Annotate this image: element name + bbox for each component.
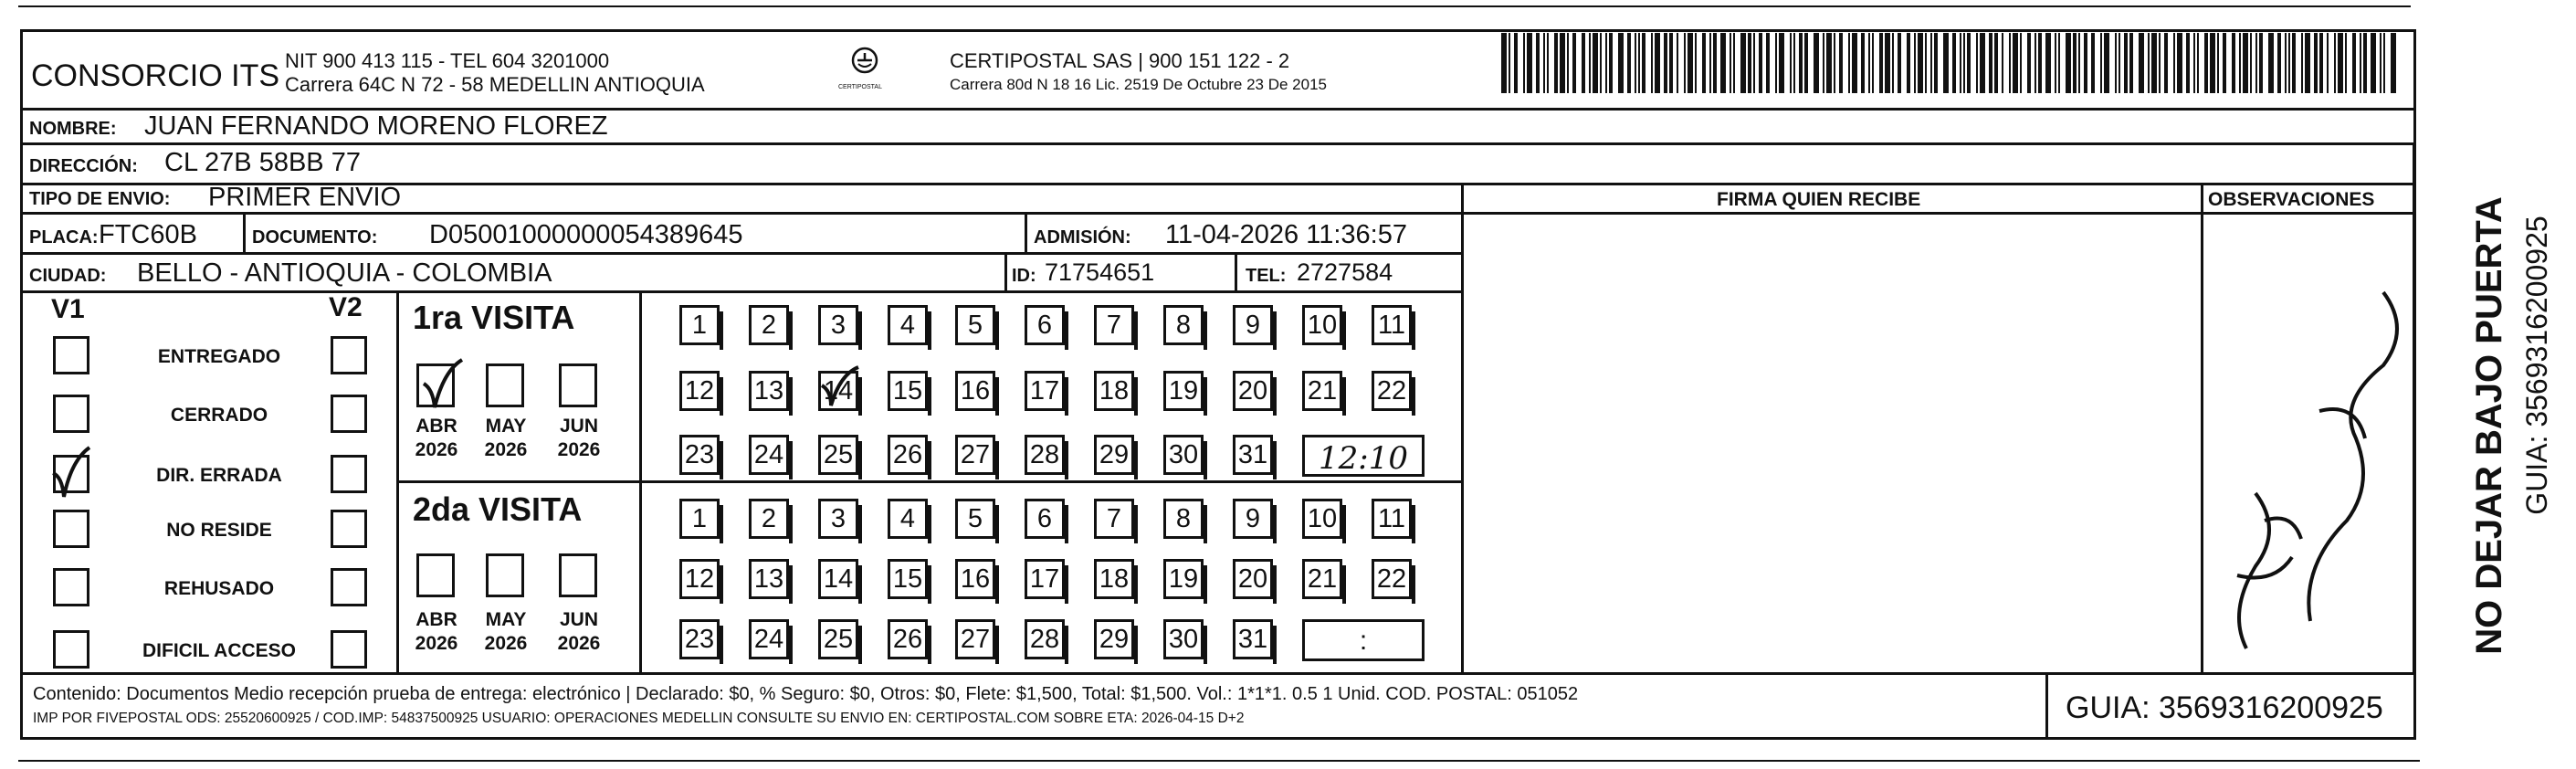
barcode-bar (1826, 33, 1832, 93)
barcode-bar (2383, 33, 2385, 93)
day-checkbox[interactable]: 19 (1163, 559, 1204, 599)
barcode-bar (2058, 33, 2060, 93)
barcode-bar (1934, 33, 1938, 93)
v2-checkbox[interactable] (331, 510, 367, 548)
barcode-bar (1695, 33, 1697, 93)
month-label: MAY (485, 416, 527, 437)
day-checkbox[interactable]: 14 (818, 559, 858, 599)
v2-label: V2 (329, 292, 363, 322)
barcode-bar (2259, 33, 2263, 93)
barcode-bar (2204, 33, 2208, 93)
barcode-bar (1834, 33, 1835, 93)
tipo-label: TIPO DE ENVIO: (29, 189, 171, 209)
barcode-bar (2197, 33, 2199, 93)
v1-checkbox[interactable] (53, 510, 89, 548)
year-label: 2026 (415, 633, 458, 654)
barcode-bar (1730, 33, 1731, 93)
day-checkbox[interactable]: 25 (818, 435, 858, 475)
v1-label: V1 (51, 294, 85, 324)
check-mark-v1-dir-errada (47, 446, 91, 500)
barcode-bar (1748, 33, 1751, 93)
visit-split-line (396, 480, 1463, 483)
barcode-bar (1720, 33, 1726, 93)
barcode-bar (2268, 33, 2274, 93)
barcode-bar (2020, 33, 2022, 93)
barcode-bar (1702, 33, 1706, 93)
ciudad-label: CIUDAD: (29, 266, 107, 286)
documento-value: D05001000000054389645 (429, 220, 743, 249)
top-edge-line (18, 5, 2411, 7)
month-label: ABR (415, 416, 457, 437)
barcode-bar (2319, 33, 2323, 93)
barcode-bar (1600, 33, 1602, 93)
barcode-bar (2327, 33, 2329, 93)
admision-value: 11-04-2026 11:36:57 (1165, 220, 1407, 249)
barcode-bar (1688, 33, 1693, 93)
barcode-bar (1655, 33, 1660, 93)
barcode-bar (1635, 33, 1636, 93)
id-label: ID: (1012, 266, 1036, 286)
day-checkbox[interactable]: 14 (818, 371, 858, 411)
cell-divider (1004, 252, 1007, 290)
contenido-line: Contenido: Documentos Medio recepción prueba de entrega: electrónico | Declarado: $0, % Seguro: $0, Otros: $0, Flete: $1,500, Total: $1,500. Vol.: 1*1*1. 0.5 1 Unid. COD. POSTAL: 051052 (33, 684, 1579, 704)
day-checkbox[interactable]: 31 (1233, 435, 1273, 475)
barcode-bar (2243, 33, 2248, 93)
barcode-bar (1753, 33, 1755, 93)
barcode-bar (1879, 33, 1883, 93)
nombre-label: NOMBRE: (29, 119, 117, 139)
day-checkbox[interactable]: 6 (1025, 305, 1065, 345)
day-checkbox[interactable]: 25 (818, 619, 858, 659)
day-checkbox[interactable]: 26 (888, 619, 928, 659)
barcode-bar (1733, 33, 1735, 93)
day-checkbox[interactable]: 29 (1094, 619, 1134, 659)
reason-label: DIFICIL ACCESO (142, 640, 297, 661)
day-checkbox[interactable]: 31 (1233, 619, 1273, 659)
barcode-bar (2119, 33, 2120, 93)
reason-label: ENTREGADO (157, 346, 281, 367)
barcode-bar (1861, 33, 1865, 93)
day-checkbox[interactable]: 15 (888, 559, 928, 599)
day-checkbox[interactable]: 29 (1094, 435, 1134, 475)
barcode-bar (1839, 33, 1843, 93)
day-checkbox[interactable]: 26 (888, 435, 928, 475)
placa-label: PLACA: (29, 227, 99, 248)
day-checkbox[interactable]: 28 (1025, 619, 1065, 659)
v1-checkbox[interactable] (53, 336, 89, 374)
cell-divider (1025, 212, 1027, 252)
direccion-value: CL 27B 58BB 77 (164, 148, 361, 177)
v2-checkbox[interactable] (331, 630, 367, 669)
day-checkbox[interactable]: 6 (1025, 499, 1065, 539)
barcode-bar (1740, 33, 1746, 93)
day-checkbox[interactable]: 30 (1163, 619, 1204, 659)
firma-left-border (1461, 183, 1464, 674)
nombre-value: JUAN FERNANDO MORENO FLOREZ (144, 111, 608, 141)
barcode-bar (1848, 33, 1850, 93)
barcode-bar (1925, 33, 1927, 93)
barcode-bar (2193, 33, 2195, 93)
cell-divider (243, 212, 246, 252)
month-checkbox[interactable] (559, 553, 597, 597)
barcode-bar (1918, 33, 1923, 93)
barcode-bar (2285, 33, 2287, 93)
barcode-bar (1523, 33, 1525, 93)
barcode-bar (2217, 33, 2219, 93)
barcode-bar (1527, 33, 1532, 93)
side-warning: NO DEJAR BAJO PUERTA (2469, 196, 2509, 655)
barcode-bar (2301, 33, 2303, 93)
placa-value: FTC60B (99, 220, 197, 249)
row-line (20, 142, 2416, 145)
nit-line: NIT 900 413 115 - TEL 604 3201000 (285, 49, 610, 72)
barcode-bar (2066, 33, 2071, 93)
imp-line: IMP POR FIVEPOSTAL ODS: 25520600925 / COD.IMP: 54837500925 USUARIO: OPERACIONES MEDELLIN CONSULTE SU ENVIO EN: CERTIPOSTAL.COM SOBRE ETA: 2026-04-15 D+2 (33, 711, 1245, 726)
barcode-bar (1593, 33, 1598, 93)
barcode-bar (2277, 33, 2281, 93)
barcode-bar (1814, 33, 1819, 93)
day-checkbox[interactable]: 24 (749, 435, 789, 475)
v1-checkbox[interactable] (53, 568, 89, 606)
footer-guia-divider (2045, 672, 2048, 740)
tel-label: TEL: (1246, 266, 1287, 286)
reason-label: DIR. ERRADA (156, 465, 282, 486)
documento-label: DOCUMENTO: (252, 227, 378, 248)
time-value: : (1359, 626, 1368, 656)
day-checkbox[interactable]: 21 (1302, 371, 1342, 411)
day-checkbox[interactable]: 24 (749, 619, 789, 659)
tel-value: 2727584 (1297, 258, 1393, 286)
barcode (1501, 33, 2400, 93)
barcode-bar (1804, 33, 1808, 93)
check-mark-abr (418, 358, 464, 413)
day-checkbox[interactable]: 5 (955, 499, 995, 539)
barcode-bar (1930, 33, 1932, 93)
barcode-bar (1618, 33, 1624, 93)
day-checkbox[interactable]: 3 (818, 499, 858, 539)
month-checkbox[interactable] (486, 553, 524, 597)
day-checkbox[interactable]: 1 (679, 499, 720, 539)
month-checkbox[interactable] (559, 363, 597, 407)
reason-label: CERRADO (170, 405, 268, 426)
barcode-bar (1582, 33, 1585, 93)
barcode-bar (1898, 33, 1901, 93)
header-separator (20, 108, 2416, 111)
barcode-bar (2305, 33, 2310, 93)
day-checkbox[interactable]: 10 (1302, 305, 1342, 345)
barcode-bar (1554, 33, 1558, 93)
day-checkbox[interactable]: 23 (679, 619, 720, 659)
barcode-bar (2223, 33, 2226, 93)
day-checkbox[interactable]: 10 (1302, 499, 1342, 539)
id-value: 71754651 (1045, 258, 1155, 286)
day-checkbox[interactable]: 18 (1094, 559, 1134, 599)
barcode-bar (2164, 33, 2168, 93)
barcode-bar (1823, 33, 1824, 93)
barcode-bar (2104, 33, 2109, 93)
time-field[interactable] (1302, 435, 1425, 477)
barcode-bar (2345, 33, 2347, 93)
v2-checkbox[interactable] (331, 568, 367, 606)
barcode-bar (1994, 33, 1998, 93)
barcode-bar (2129, 33, 2133, 93)
day-checkbox[interactable]: 27 (955, 619, 995, 659)
barcode-bar (1967, 33, 1971, 93)
barcode-bar (1709, 33, 1711, 93)
barcode-bar (1885, 33, 1890, 93)
day-checkbox[interactable]: 8 (1163, 499, 1204, 539)
barcode-bar (2091, 33, 2095, 93)
year-label: 2026 (484, 633, 528, 654)
barcode-bar (2334, 33, 2336, 93)
direccion-label: DIRECCIÓN: (29, 156, 138, 176)
barcode-bar (1713, 33, 1717, 93)
barcode-bar (1509, 33, 1510, 93)
barcode-bar (1952, 33, 1956, 93)
barcode-bar (1543, 33, 1545, 93)
day-checkbox[interactable]: 12 (679, 559, 720, 599)
day-checkbox[interactable]: 28 (1025, 435, 1065, 475)
day-checkbox[interactable]: 27 (955, 435, 995, 475)
barcode-bar (2292, 33, 2296, 93)
barcode-bar (1589, 33, 1591, 93)
time-field[interactable] (1302, 619, 1425, 661)
barcode-bar (1963, 33, 1965, 93)
year-label: 2026 (557, 439, 601, 460)
barcode-bar (2151, 33, 2157, 93)
barcode-bar (1609, 33, 1613, 93)
barcode-bar (1852, 33, 1857, 93)
day-checkbox[interactable]: 19 (1163, 371, 1204, 411)
barcode-bar (1868, 33, 1870, 93)
ciudad-value: BELLO - ANTIOQUIA - COLOMBIA (137, 258, 552, 288)
day-checkbox[interactable]: 12 (679, 371, 720, 411)
barcode-bar (1514, 33, 1518, 93)
day-checkbox[interactable]: 17 (1025, 371, 1065, 411)
barcode-bar (2045, 33, 2051, 93)
barcode-bar (2363, 33, 2367, 93)
v2-checkbox[interactable] (331, 455, 367, 493)
day-checkbox[interactable]: 13 (749, 559, 789, 599)
barcode-bar (2124, 33, 2128, 93)
barcode-bar (1651, 33, 1653, 93)
barcode-bar (1605, 33, 1607, 93)
firma-header: FIRMA QUIEN RECIBE (1717, 189, 1921, 210)
barcode-bar (1759, 33, 1762, 93)
month-checkbox[interactable] (486, 363, 524, 407)
barcode-bar (1627, 33, 1631, 93)
v1-checkbox[interactable] (53, 630, 89, 669)
day-checkbox[interactable]: 17 (1025, 559, 1065, 599)
barcode-bar (2380, 33, 2381, 93)
day-checkbox[interactable]: 18 (1094, 371, 1134, 411)
barcode-bar (2186, 33, 2190, 93)
day-checkbox[interactable]: 13 (749, 371, 789, 411)
barcode-bar (2139, 33, 2144, 93)
time-value: 12:10 (1319, 440, 1408, 477)
barcode-bar (1684, 33, 1686, 93)
barcode-bar (2002, 33, 2003, 93)
month-label: ABR (415, 609, 457, 630)
day-checkbox[interactable]: 30 (1163, 435, 1204, 475)
day-checkbox[interactable]: 9 (1233, 305, 1273, 345)
barcode-bar (2013, 33, 2018, 93)
barcode-bar (2148, 33, 2150, 93)
barcode-bar (2009, 33, 2011, 93)
day-checkbox[interactable]: 15 (888, 371, 928, 411)
barcode-bar (2232, 33, 2235, 93)
barcode-bar (1501, 33, 1507, 93)
barcode-bar (1536, 33, 1540, 93)
barcode-bar (2177, 33, 2182, 93)
day-checkbox[interactable]: 5 (955, 305, 995, 345)
day-checkbox[interactable]: 11 (1372, 305, 1412, 345)
reason-label: REHUSADO (163, 578, 275, 599)
day-checkbox[interactable]: 9 (1233, 499, 1273, 539)
day-checkbox[interactable]: 4 (888, 305, 928, 345)
row-line (20, 252, 1463, 255)
observaciones-right-border (2413, 142, 2415, 674)
day-checkbox[interactable]: 2 (749, 499, 789, 539)
barcode-bar (1766, 33, 1770, 93)
barcode-bar (2038, 33, 2042, 93)
check-mark-day-14 (818, 365, 860, 411)
barcode-bar (1664, 33, 1667, 93)
certipostal-logo (838, 44, 891, 97)
barcode-bar (2084, 33, 2087, 93)
day-checkbox[interactable]: 8 (1163, 305, 1204, 345)
barcode-bar (1989, 33, 1992, 93)
year-label: 2026 (484, 439, 528, 460)
barcode-bar (1677, 33, 1678, 93)
day-checkbox[interactable]: 22 (1372, 559, 1412, 599)
day-checkbox[interactable]: 20 (1233, 559, 1273, 599)
month-label: MAY (485, 609, 527, 630)
logo-caption: CERTIPOSTAL (838, 84, 882, 90)
day-checkbox[interactable]: 22 (1372, 371, 1412, 411)
barcode-bar (1790, 33, 1792, 93)
barcode-bar (2338, 33, 2343, 93)
v2-checkbox[interactable] (331, 395, 367, 433)
row-line (20, 290, 1463, 293)
barcode-bar (2173, 33, 2175, 93)
barcode-bar (1642, 33, 1645, 93)
barcode-bar (2159, 33, 2161, 93)
second-visit-title: 2da VISITA (413, 490, 583, 528)
day-checkbox[interactable]: 16 (955, 559, 995, 599)
month-label: JUN (559, 609, 599, 630)
observaciones-left-border (2201, 183, 2203, 674)
first-visit-title: 1ra VISITA (413, 299, 575, 336)
day-checkbox[interactable]: 1 (679, 305, 720, 345)
year-label: 2026 (415, 439, 458, 460)
reason-label: NO RESIDE (166, 520, 272, 541)
admision-label: ADMISIÓN: (1034, 227, 1131, 248)
side-guia: GUIA: 3569316200925 (2520, 216, 2553, 515)
handwritten-observation (2210, 228, 2402, 667)
observaciones-header: OBSERVACIONES (2208, 189, 2375, 210)
row-line (20, 212, 2416, 215)
day-checkbox[interactable]: 11 (1372, 499, 1412, 539)
barcode-bar (1793, 33, 1795, 93)
barcode-bar (1669, 33, 1673, 93)
carrier-line: CERTIPOSTAL SAS | 900 151 122 - 2 (950, 49, 1290, 72)
barcode-bar (1976, 33, 1978, 93)
barcode-bar (1572, 33, 1576, 93)
month-label: JUN (559, 416, 599, 437)
day-checkbox[interactable]: 21 (1302, 559, 1342, 599)
barcode-bar (1960, 33, 1961, 93)
v2-checkbox[interactable] (331, 336, 367, 374)
barcode-bar (2352, 33, 2356, 93)
barcode-bar (1892, 33, 1894, 93)
company-name: CONSORCIO ITS (31, 58, 280, 93)
day-checkbox[interactable]: 2 (749, 305, 789, 345)
barcode-bar (2078, 33, 2080, 93)
footer-separator (20, 672, 2416, 675)
barcode-bar (2239, 33, 2241, 93)
barcode-bar (1799, 33, 1803, 93)
barcode-bar (2210, 33, 2215, 93)
barcode-bar (1547, 33, 1549, 93)
barcode-bar (1775, 33, 1777, 93)
barcode-bar (1914, 33, 1916, 93)
day-checkbox[interactable]: 16 (955, 371, 995, 411)
cell-divider (1235, 252, 1237, 290)
barcode-bar (1980, 33, 1985, 93)
address-line: Carrera 64C N 72 - 58 MEDELLIN ANTIOQUIA (285, 73, 705, 96)
day-checkbox[interactable]: 7 (1094, 499, 1134, 539)
barcode-bar (1560, 33, 1565, 93)
barcode-bar (1567, 33, 1569, 93)
barcode-bar (1779, 33, 1784, 93)
day-checkbox[interactable]: 20 (1233, 371, 1273, 411)
day-checkbox[interactable]: 4 (888, 499, 928, 539)
barcode-bar (2035, 33, 2036, 93)
day-checkbox[interactable]: 23 (679, 435, 720, 475)
year-label: 2026 (557, 633, 601, 654)
day-checkbox[interactable]: 7 (1094, 305, 1134, 345)
barcode-bar (2288, 33, 2290, 93)
barcode-bar (2055, 33, 2056, 93)
barcode-bar (2073, 33, 2077, 93)
barcode-bar (1943, 33, 1949, 93)
month-checkbox[interactable] (416, 553, 455, 597)
barcode-bar (2250, 33, 2252, 93)
bottom-edge-line (18, 760, 2420, 762)
license-line: Carrera 80d N 18 16 Lic. 2519 De Octubre 23 De 2015 (950, 76, 1327, 93)
day-checkbox[interactable]: 3 (818, 305, 858, 345)
barcode-bar (2371, 33, 2376, 93)
footer-guia: GUIA: 3569316200925 (2066, 690, 2383, 725)
barcode-bar (1638, 33, 1640, 93)
barcode-bar (2100, 33, 2102, 93)
barcode-bar (2115, 33, 2117, 93)
barcode-bar (2255, 33, 2257, 93)
barcode-bar (1872, 33, 1874, 93)
barcode-bar (2314, 33, 2318, 93)
v1-checkbox[interactable] (53, 395, 89, 433)
barcode-bar (2027, 33, 2031, 93)
barcode-bar (1907, 33, 1910, 93)
tipo-value: PRIMER ENVIO (208, 183, 402, 212)
barcode-bar (2391, 33, 2396, 93)
barcode-bar (2360, 33, 2361, 93)
